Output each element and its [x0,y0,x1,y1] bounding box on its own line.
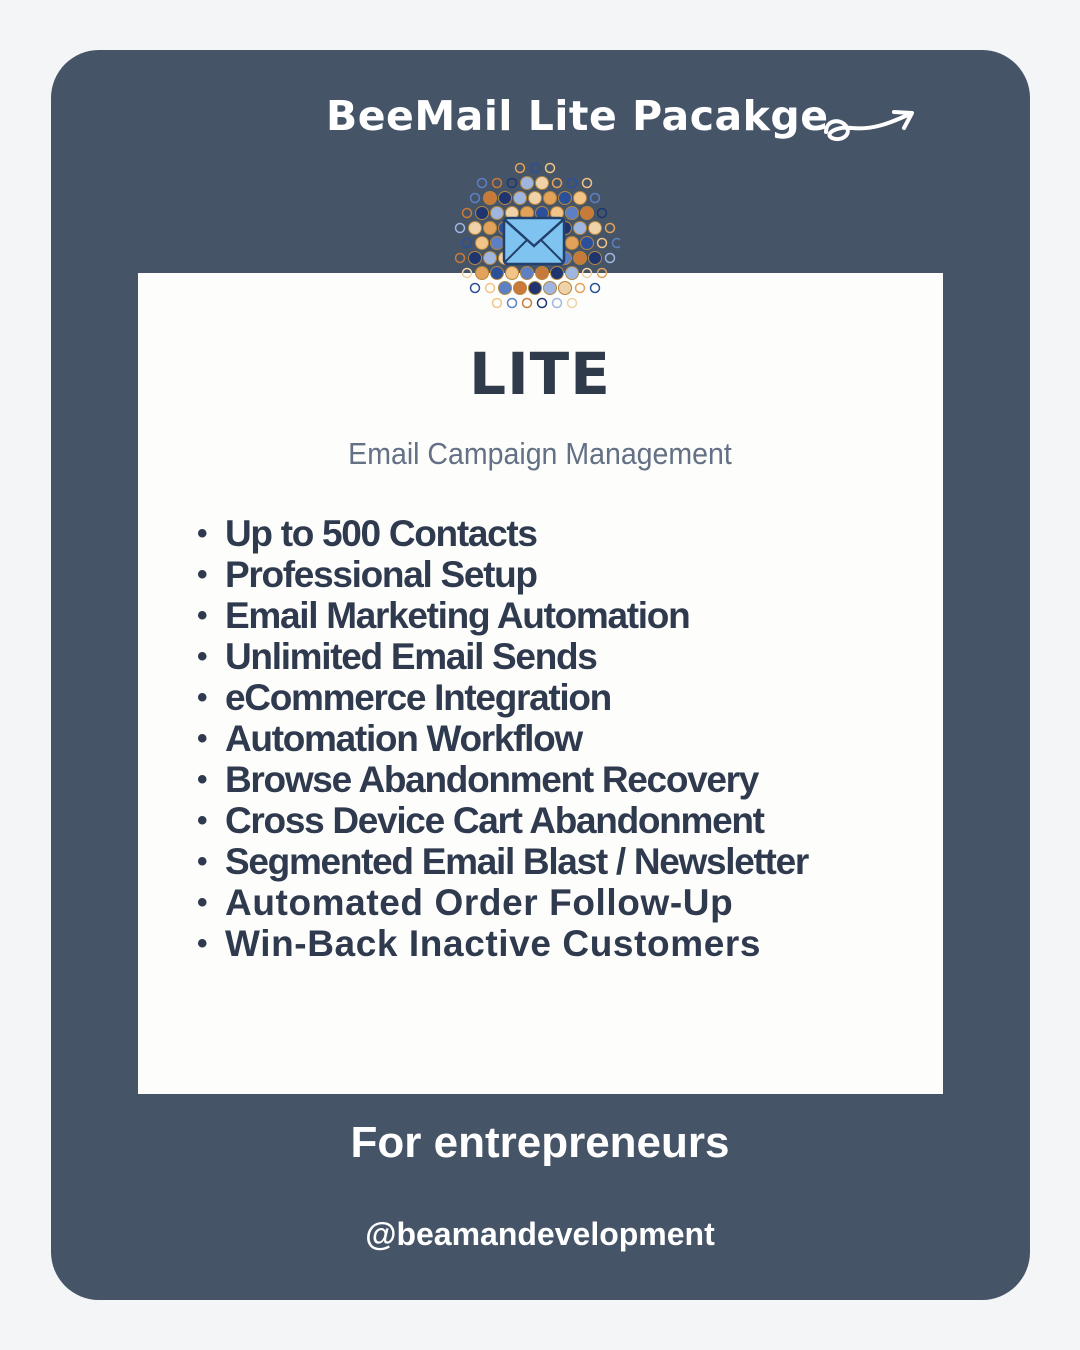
feature-item [195,718,808,759]
mosaic-dot [523,299,532,308]
mosaic-dot [581,237,594,250]
mosaic-dot [521,177,534,190]
bullet-icon: • [197,517,208,550]
mosaic-dot [516,164,525,173]
feature-label: Unlimited Email Sends [225,636,597,677]
mosaic-dot [514,192,527,205]
mosaic-dot [553,299,562,308]
mosaic-dot [591,194,600,203]
feature-item [195,923,808,964]
bullet-icon: • [197,558,208,591]
mosaic-dot [598,209,607,218]
mosaic-dot [576,284,585,293]
mosaic-dot [544,282,557,295]
bullet-icon: • [197,681,208,714]
mosaic-dot [529,192,542,205]
mosaic-dot [546,164,555,173]
mosaic-dot [493,299,502,308]
bullet-icon: • [197,722,208,755]
feature-label: Browse Abandonment Recovery [225,759,759,800]
bullet-icon: • [197,886,208,919]
mosaic-dot [471,194,480,203]
feature-label: Win-Back Inactive Customers [225,923,762,964]
swirl-arrow-icon [822,106,916,146]
package-title: BeeMail Lite Pacakge [326,92,829,140]
bullet-icon: • [197,640,208,673]
mosaic-dot [456,224,465,233]
mosaic-dot [566,267,579,280]
bullet-icon: • [197,599,208,632]
mosaic-dot [544,192,557,205]
feature-label: Automation Workflow [225,718,582,759]
mosaic-dot [583,179,592,188]
mosaic-dot [551,267,564,280]
plan-subtitle: Email Campaign Management [348,436,732,471]
plan-name: LITE [469,340,611,408]
mosaic-dot [574,192,587,205]
mosaic-dot [538,299,547,308]
mosaic-dot [574,252,587,265]
mosaic-dot [529,282,542,295]
mosaic-dot [506,267,519,280]
mosaic-dot [499,192,512,205]
mosaic-dot [484,222,497,235]
feature-item [195,513,808,554]
audience-tagline: For entrepreneurs [350,1118,730,1167]
mosaic-dot [476,267,489,280]
envelope-mosaic-logo [448,160,620,320]
feature-item [195,677,808,718]
bullet-icon: • [197,927,208,960]
feature-item [195,882,808,923]
mosaic-dot [486,284,495,293]
feature-item [195,759,808,800]
feature-label: Email Marketing Automation [225,595,690,636]
mosaic-dot [566,207,579,220]
feature-label: Automated Order Follow-Up [225,882,734,923]
bullet-icon: • [197,845,208,878]
mosaic-dot [531,164,540,173]
mosaic-dot [521,267,534,280]
mosaic-dot [508,299,517,308]
mosaic-dot [606,224,615,233]
mosaic-dot [583,269,592,278]
mosaic-dot [463,239,472,248]
mosaic-dot [471,284,480,293]
mosaic-dot [476,207,489,220]
feature-item [195,800,808,841]
mosaic-dot [559,282,572,295]
mosaic-dot [606,254,615,263]
mosaic-dot [589,252,602,265]
mosaic-dot [508,179,517,188]
social-handle: @beamandevelopment [365,1216,715,1252]
feature-label: eCommerce Integration [225,677,611,718]
mosaic-dot [463,269,472,278]
mosaic-dot [478,179,487,188]
mosaic-dot [536,177,549,190]
mosaic-dot [566,237,579,250]
feature-label: Professional Setup [225,554,537,595]
bullet-icon: • [197,763,208,796]
mosaic-dot [536,267,549,280]
mosaic-dot [574,222,587,235]
mosaic-dot [491,207,504,220]
mosaic-dot [514,282,527,295]
mosaic-dot [491,267,504,280]
mosaic-dot [469,222,482,235]
feature-label: Up to 500 Contacts [225,513,537,554]
mosaic-dot [598,239,607,248]
mosaic-dot [568,179,577,188]
mosaic-dot [484,252,497,265]
mosaic-dot [491,237,504,250]
feature-label: Segmented Email Blast / Newsletter [225,841,808,882]
mosaic-dot [499,282,512,295]
feature-item [195,636,808,677]
mosaic-dot [581,207,594,220]
feature-item [195,841,808,882]
feature-list [195,513,808,964]
mosaic-dot [598,269,607,278]
mosaic-dot [484,192,497,205]
mosaic-dot [553,179,562,188]
feature-item [195,595,808,636]
feature-label: Cross Device Cart Abandonment [225,800,764,841]
mosaic-dot [469,252,482,265]
mosaic-dot [591,284,600,293]
bullet-icon: • [197,804,208,837]
mosaic-dot [613,239,621,248]
feature-item [195,554,808,595]
mosaic-dot [589,222,602,235]
mosaic-dot [493,179,502,188]
mosaic-dot [476,237,489,250]
mosaic-dot [568,299,577,308]
mosaic-dot [559,192,572,205]
mosaic-dot [456,254,465,263]
mosaic-dot [463,209,472,218]
